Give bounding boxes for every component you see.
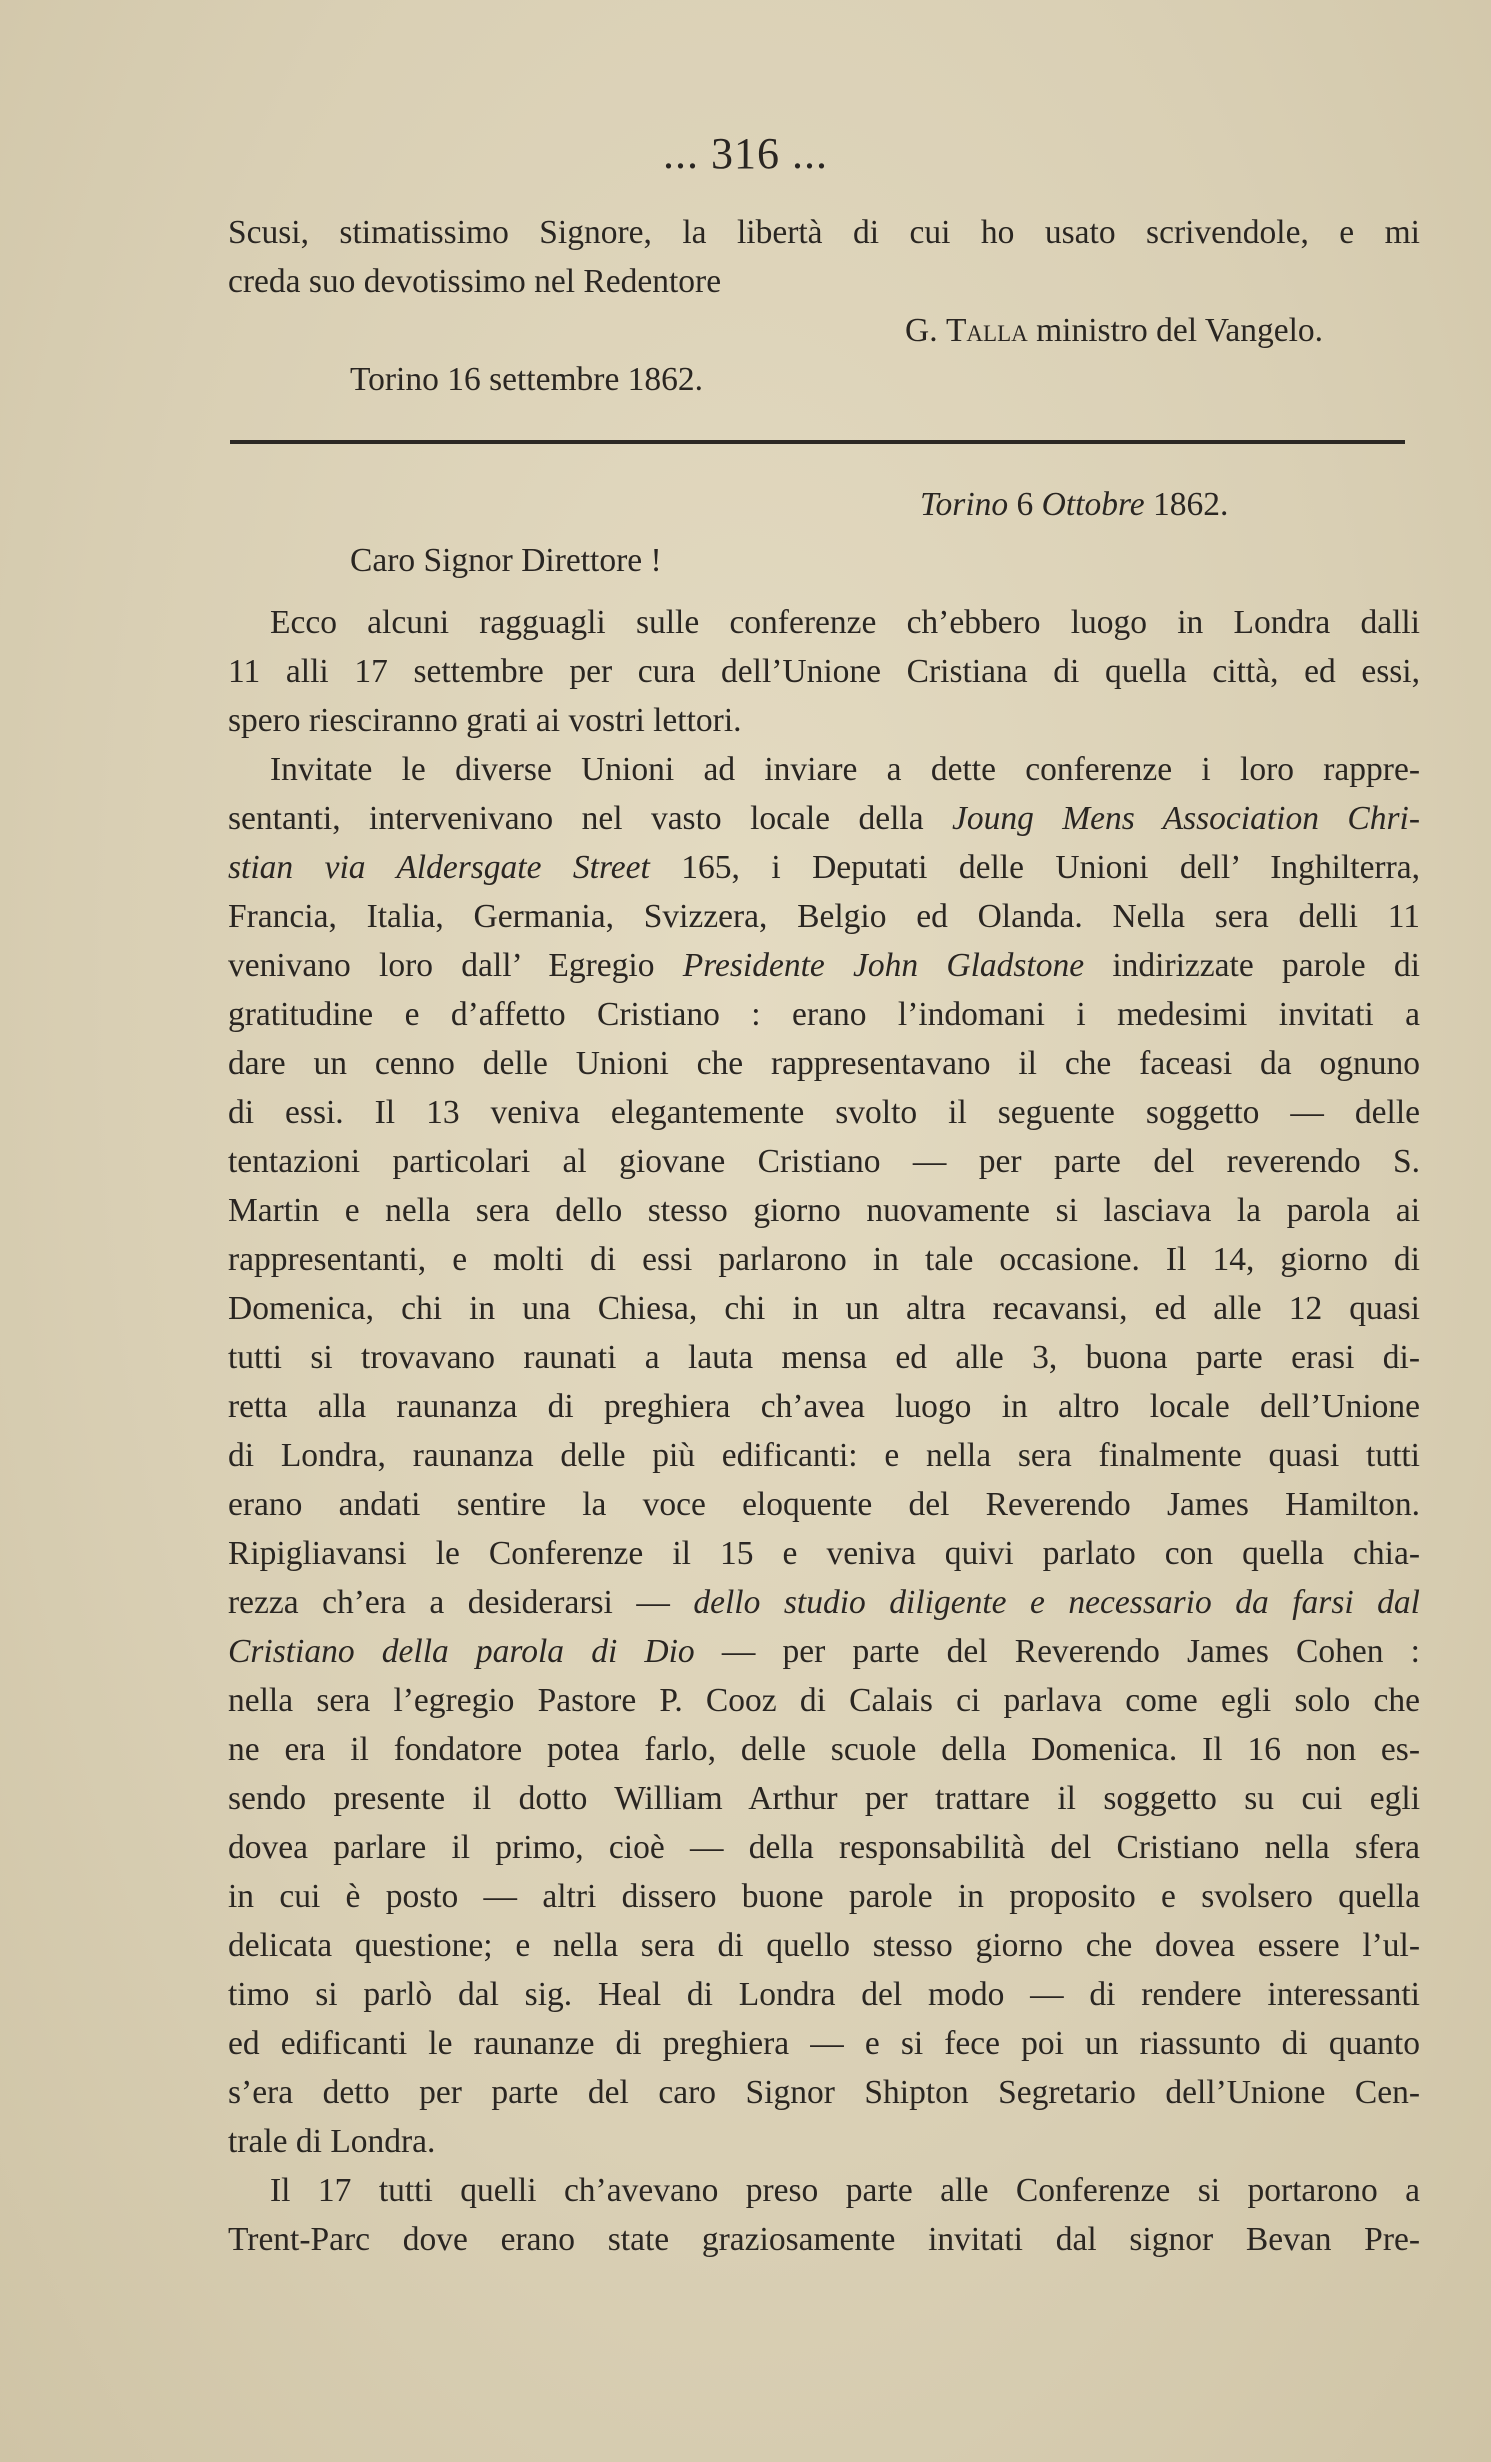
- section-divider: [230, 440, 1405, 444]
- paragraph-line: Martin e nella sera dello stesso giorno nuovamente si lasciava la parola ai: [228, 1192, 1420, 1229]
- paragraph-line: rezza ch’era a desiderarsi — dello studio diligente e necessario da farsi dal: [228, 1584, 1420, 1621]
- paragraph-line: Ripigliavansi le Conferenze il 15 e veniva quivi parlato con quella chia-: [228, 1535, 1420, 1572]
- paragraph-line: di essi. Il 13 veniva elegantemente svolto il seguente soggetto — delle: [228, 1094, 1420, 1131]
- letter2-dateline: Torino 6 Ottobre 1862.: [920, 486, 1229, 523]
- paragraph-line: nella sera l’egregio Pastore P. Cooz di Calais ci parlava come egli solo che: [228, 1682, 1420, 1719]
- paragraph-line: rappresentanti, e molti di essi parlarono in tale occasione. Il 14, giorno di: [228, 1241, 1420, 1278]
- paragraph-line: sentanti, intervenivano nel vasto locale della Joung Mens Association Chri-: [228, 800, 1420, 837]
- paragraph-line: Domenica, chi in una Chiesa, chi in un altra recavansi, ed alle 12 quasi: [228, 1290, 1420, 1327]
- paragraph-line: Il 17 tutti quelli ch’avevano preso parte alle Conferenze si portarono a: [270, 2172, 1420, 2209]
- paragraph-line: erano andati sentire la voce eloquente del Reverendo James Hamilton.: [228, 1486, 1420, 1523]
- paragraph-line: Cristiano della parola di Dio — per parte del Reverendo James Cohen :: [228, 1633, 1420, 1670]
- paragraph-line: timo si parlò dal sig. Heal di Londra del modo — di rendere interessanti: [228, 1976, 1420, 2013]
- page-number: ... 316 ...: [663, 129, 828, 178]
- paragraph-line: Ecco alcuni ragguagli sulle conferenze ch’ebbero luogo in Londra dalli: [270, 604, 1420, 641]
- letter1-line: Scusi, stimatissimo Signore, la libertà di cui ho usato scrivendole, e mi: [228, 214, 1420, 251]
- paragraph-line: venivano loro dall’ Egregio Presidente John Gladstone indirizzate parole di: [228, 947, 1420, 984]
- paragraph-line: ed edificanti le raunanze di preghiera — e si fece poi un riassunto di quanto: [228, 2025, 1420, 2062]
- paragraph-line: delicata questione; e nella sera di quello stesso giorno che dovea essere l’ul-: [228, 1927, 1420, 1964]
- paragraph-line: in cui è posto — altri dissero buone parole in proposito e svolsero quella: [228, 1878, 1420, 1915]
- paragraph-line: 11 alli 17 settembre per cura dell’Unione Cristiana di quella città, ed essi,: [228, 653, 1420, 690]
- letter1-signature: G. Talla ministro del Vangelo.: [905, 312, 1324, 349]
- paragraph-line: tentazioni particolari al giovane Cristiano — per parte del reverendo S.: [228, 1143, 1420, 1180]
- paragraph-line: retta alla raunanza di preghiera ch’avea luogo in altro locale dell’Unione: [228, 1388, 1420, 1425]
- paragraph-line: Invitate le diverse Unioni ad inviare a dette conferenze i loro rappre-: [270, 751, 1420, 788]
- paragraph-line: Francia, Italia, Germania, Svizzera, Belgio ed Olanda. Nella sera delli 11: [228, 898, 1420, 935]
- salutation: Caro Signor Direttore !: [350, 542, 662, 579]
- paragraph-line: dare un cenno delle Unioni che rappresentavano il che faceasi da ognuno: [228, 1045, 1420, 1082]
- signature-name: Talla: [945, 312, 1028, 349]
- paragraph-line: dovea parlare il primo, cioè — della responsabilità del Cristiano nella sfera: [228, 1829, 1420, 1866]
- letter1-line: creda suo devotissimo nel Redentore: [228, 263, 722, 300]
- paragraph-line: gratitudine e d’affetto Cristiano : erano l’indomani i medesimi invitati a: [228, 996, 1420, 1033]
- paragraph-line: spero riesciranno grati ai vostri lettori.: [228, 702, 742, 739]
- paragraph-line: tutti si trovavano raunati a lauta mensa ed alle 3, buona parte erasi di-: [228, 1339, 1420, 1376]
- paragraph-line: di Londra, raunanza delle più edificanti: e nella sera finalmente quasi tutti: [228, 1437, 1420, 1474]
- paragraph-line: trale di Londra.: [228, 2123, 436, 2160]
- paragraph-line: Trent-Parc dove erano state graziosamente invitati dal signor Bevan Pre-: [228, 2221, 1420, 2258]
- paragraph-line: stian via Aldersgate Street 165, i Deputati delle Unioni dell’ Inghilterra,: [228, 849, 1420, 886]
- paragraph-line: sendo presente il dotto William Arthur per trattare il soggetto su cui egli: [228, 1780, 1420, 1817]
- letter1-place-date: Torino 16 settembre 1862.: [350, 361, 704, 398]
- paragraph-line: s’era detto per parte del caro Signor Shipton Segretario dell’Unione Cen-: [228, 2074, 1420, 2111]
- paragraph-line: ne era il fondatore potea farlo, delle scuole della Domenica. Il 16 non es-: [228, 1731, 1420, 1768]
